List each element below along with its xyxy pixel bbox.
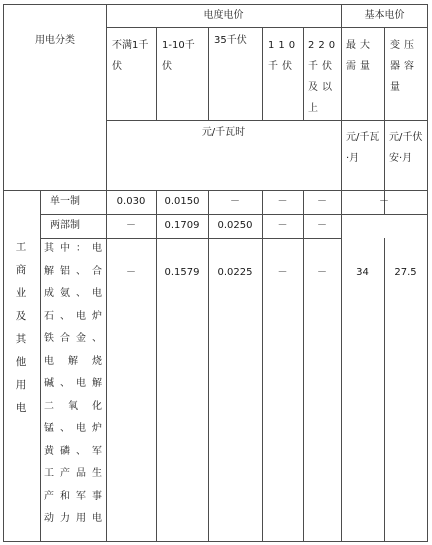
special-35kv: 0.0225 (217, 267, 253, 278)
single-110kv: － (277, 196, 288, 207)
row-special-name: 其中：电 解铝、合 成氨、电 石、电炉 铁合金、 电解烧 碱、电解 二氧化 锰、电炉 黄磷、军 工产品生 产和军事 动力用电 (44, 243, 102, 524)
single-basic-price: － (379, 196, 389, 207)
row-two-part-name: 两部制 (50, 220, 80, 231)
category-label: 工商业及其他用电 (15, 241, 27, 414)
transformer-unit: 元/千伏安·月 (389, 132, 423, 164)
two-part-220kv: － (317, 220, 327, 231)
basic-price-header: 基本电价 (364, 10, 405, 21)
row-single-name: 单一制 (50, 196, 80, 207)
col-220kv: 220千伏及以上 (308, 40, 340, 114)
two-part-35kv: 0.0250 (217, 220, 253, 231)
two-part-under-1kv: － (126, 220, 136, 231)
col-1-10kv: 1-10千伏 (162, 40, 195, 72)
two-part-1-10kv: 0.1709 (164, 220, 200, 231)
energy-price-header: 电度电价 (203, 10, 244, 21)
max-demand-value: 34 (356, 267, 369, 278)
special-1-10kv: 0.1579 (164, 267, 200, 278)
special-under-1kv: － (126, 267, 136, 278)
special-220kv: － (317, 267, 327, 278)
single-35kv: － (230, 196, 240, 207)
energy-price-unit: 元/千瓦时 (201, 127, 246, 138)
col-transformer-capacity: 变压器容量 (390, 40, 418, 93)
col-35kv: 35千伏 (214, 35, 247, 46)
transformer-capacity-value: 27.5 (394, 267, 417, 278)
single-under-1kv: 0.030 (116, 196, 146, 207)
special-110kv: － (277, 267, 288, 278)
col-110kv: 110千伏 (268, 40, 300, 72)
col-max-demand: 最大需量 (346, 40, 374, 72)
max-demand-unit: 元/千瓦·月 (346, 132, 380, 164)
single-220kv: － (317, 196, 327, 207)
two-part-110kv: － (277, 220, 288, 231)
col-under-1kv: 不满1千伏 (112, 40, 149, 72)
category-header: 用电分类 (35, 35, 75, 46)
single-1-10kv: 0.0150 (164, 196, 200, 207)
